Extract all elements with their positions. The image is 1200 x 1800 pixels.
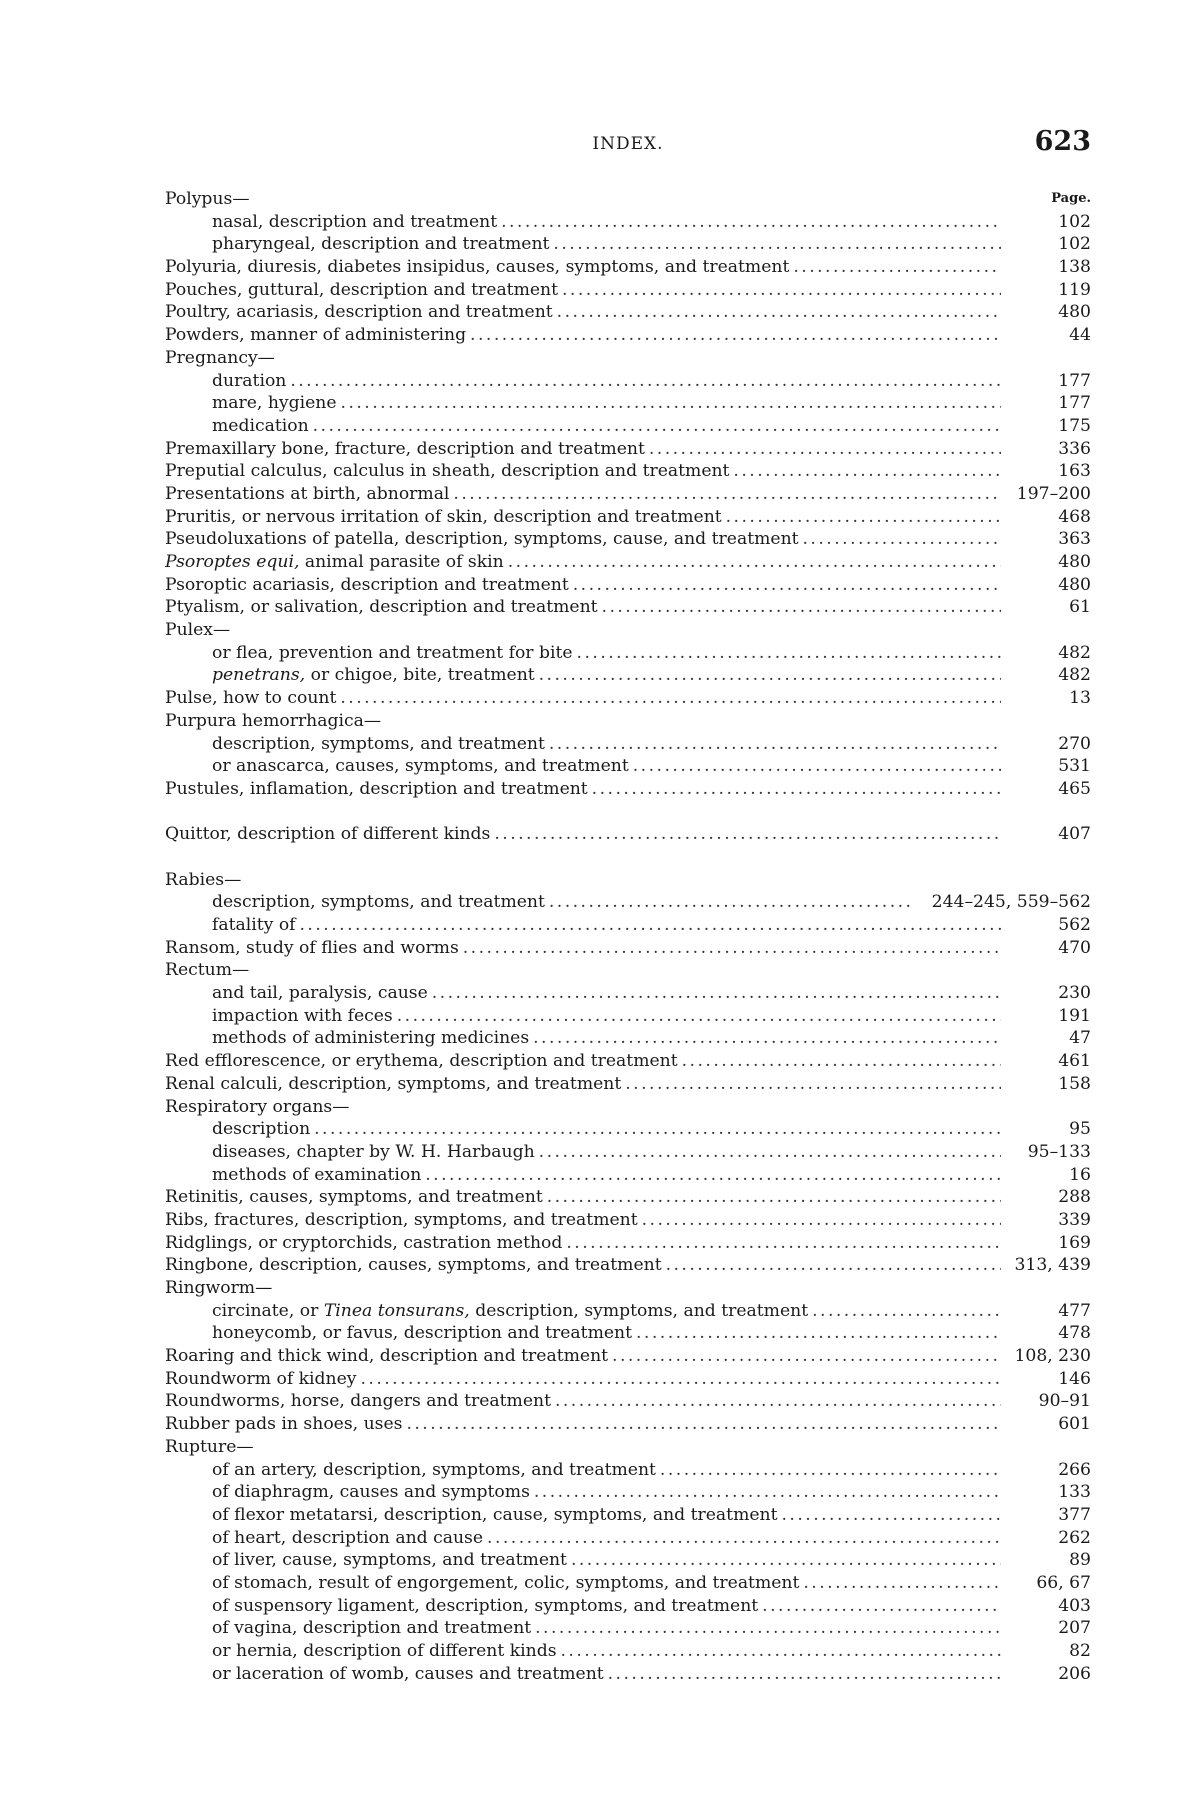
index-entry bbox=[165, 914, 1091, 937]
index-entry-label: Roaring and thick wind, description and treatment bbox=[165, 1346, 609, 1367]
index-entry-text bbox=[165, 710, 1001, 733]
index-entry bbox=[165, 188, 1091, 211]
index-entry-text bbox=[165, 1459, 1001, 1482]
index-entry-label: mare, hygiene bbox=[212, 393, 337, 414]
index-entry bbox=[165, 460, 1091, 483]
index-entry-text bbox=[165, 1300, 1001, 1323]
index-entry-text bbox=[165, 1549, 1001, 1572]
index-entry bbox=[165, 1300, 1091, 1323]
index-entry-label: Pulse, how to count bbox=[165, 688, 337, 709]
index-entry-page: 13 bbox=[1065, 687, 1091, 710]
index-entry-label: Ransom, study of flies and worms bbox=[165, 937, 459, 958]
index-entry-page: 477 bbox=[1054, 1300, 1091, 1323]
index-entry-label: Polypus— bbox=[165, 189, 250, 209]
index-entry bbox=[165, 1436, 1091, 1459]
index-entry-page: 44 bbox=[1065, 324, 1091, 347]
index-entry-label: Rabies— bbox=[165, 869, 242, 890]
index-entry-page: 66, 67 bbox=[1032, 1572, 1091, 1595]
page-header bbox=[165, 126, 1091, 160]
index-entry-page: 468 bbox=[1054, 506, 1091, 529]
index-entry-text-italic: penetrans, bbox=[212, 665, 306, 686]
index-entry-label: or anascarca, causes, symptoms, and treatment bbox=[212, 756, 629, 777]
index-entry-text bbox=[165, 687, 1001, 710]
index-entry bbox=[165, 778, 1091, 801]
index-entry bbox=[165, 1027, 1091, 1050]
index-entry-page: 482 bbox=[1054, 642, 1091, 665]
index-entry-page: 61 bbox=[1065, 596, 1091, 619]
index-entry-page: 270 bbox=[1054, 733, 1091, 756]
page-number: 623 bbox=[1034, 126, 1091, 157]
index-entry bbox=[165, 823, 1091, 846]
index-entry-text bbox=[165, 1527, 1001, 1550]
index-entry-label: Ribs, fractures, description, symptoms, and treatment bbox=[165, 1209, 638, 1230]
index-entry-text bbox=[165, 347, 1001, 370]
index-entry-label: of heart, description and cause bbox=[212, 1527, 484, 1548]
index-entry bbox=[165, 1617, 1091, 1640]
index-entry-text bbox=[165, 483, 1001, 506]
index-entry-label: Pseudoluxations of patella, description, symptoms, cause, and treatment bbox=[165, 529, 799, 550]
index-entry-page: 403 bbox=[1054, 1595, 1091, 1618]
index-entry-text bbox=[165, 528, 1001, 551]
index-entry-text bbox=[165, 1481, 1001, 1504]
index-entry-page: 169 bbox=[1054, 1232, 1091, 1255]
index-entry-label: Red efflorescence, or erythema, description and treatment bbox=[165, 1051, 678, 1072]
index-entry-text bbox=[165, 301, 1001, 324]
index-list bbox=[165, 188, 1091, 1685]
index-entry-page: 601 bbox=[1054, 1413, 1091, 1436]
index-entry-page: 119 bbox=[1054, 279, 1091, 302]
index-entry-page: 480 bbox=[1054, 574, 1091, 597]
index-entry-page: 482 bbox=[1054, 664, 1091, 687]
index-entry-text bbox=[165, 233, 1001, 256]
index-entry-page: 363 bbox=[1054, 528, 1091, 551]
index-entry-text bbox=[165, 392, 1001, 415]
index-entry-page: 461 bbox=[1054, 1050, 1091, 1073]
index-entry bbox=[165, 347, 1091, 370]
index-entry-page: 244–245, 559–562 bbox=[928, 891, 1091, 914]
index-entry-text bbox=[165, 1050, 1001, 1073]
index-entry bbox=[165, 1141, 1091, 1164]
index-entry bbox=[165, 1050, 1091, 1073]
index-entry bbox=[165, 301, 1091, 324]
index-entry-label: methods of administering medicines bbox=[212, 1028, 530, 1049]
index-entry-page: 339 bbox=[1054, 1209, 1091, 1232]
index-entry-text bbox=[165, 1209, 1001, 1232]
index-entry bbox=[165, 370, 1091, 393]
index-entry-label: Rectum— bbox=[165, 960, 250, 981]
index-entry-page: 266 bbox=[1054, 1459, 1091, 1482]
index-entry-text bbox=[165, 1504, 1001, 1527]
index-entry-text bbox=[165, 937, 1001, 960]
index-entry-text bbox=[165, 279, 1001, 302]
index-entry bbox=[165, 506, 1091, 529]
index-entry-page: 407 bbox=[1054, 823, 1091, 846]
index-entry-text bbox=[165, 1322, 1001, 1345]
index-entry bbox=[165, 1096, 1091, 1119]
index-entry-page: 377 bbox=[1054, 1504, 1091, 1527]
index-entry-label: and tail, paralysis, cause bbox=[212, 983, 428, 1004]
index-entry-label: Ridglings, or cryptorchids, castration method bbox=[165, 1232, 563, 1253]
index-entry-page: 197–200 bbox=[1013, 483, 1091, 506]
index-entry bbox=[165, 687, 1091, 710]
index-entry-page: 108, 230 bbox=[1010, 1345, 1091, 1368]
index-entry-page: 336 bbox=[1054, 438, 1091, 461]
index-entry-page: 133 bbox=[1054, 1481, 1091, 1504]
index-entry-page: 163 bbox=[1054, 460, 1091, 483]
index-entry-page: 531 bbox=[1054, 755, 1091, 778]
index-entry-label: of diaphragm, causes and symptoms bbox=[212, 1482, 530, 1503]
index-entry-label: description bbox=[212, 1119, 311, 1140]
page-title: INDEX. bbox=[592, 134, 664, 154]
index-entry bbox=[165, 1663, 1091, 1686]
index-entry-label: Pulex— bbox=[165, 620, 231, 641]
index-entry bbox=[165, 233, 1091, 256]
index-entry bbox=[165, 1459, 1091, 1482]
index-entry-label: Ptyalism, or salivation, description and treatment bbox=[165, 597, 598, 618]
index-entry bbox=[165, 1345, 1091, 1368]
index-entry-text bbox=[165, 324, 1001, 347]
index-entry-text bbox=[165, 1413, 1001, 1436]
index-entry bbox=[165, 1232, 1091, 1255]
index-entry-page: 470 bbox=[1054, 937, 1091, 960]
index-entry-page: 95 bbox=[1065, 1118, 1091, 1141]
index-entry-label: Psoroptic acariasis, description and treatment bbox=[165, 574, 569, 595]
index-entry-label: Quittor, description of different kinds bbox=[165, 824, 491, 845]
index-entry bbox=[165, 392, 1091, 415]
index-entry-page: 90–91 bbox=[1035, 1390, 1091, 1413]
index-entry-label: duration bbox=[212, 370, 287, 391]
index-entry-page: 288 bbox=[1054, 1186, 1091, 1209]
index-entry-label: impaction with feces bbox=[212, 1005, 393, 1026]
index-entry-label: description, symptoms, and treatment bbox=[212, 892, 545, 913]
index-entry bbox=[165, 619, 1091, 642]
index-entry-text-pre: circinate, or bbox=[212, 1300, 324, 1321]
index-entry bbox=[165, 1390, 1091, 1413]
index-entry-label: Roundworms, horse, dangers and treatment bbox=[165, 1391, 551, 1412]
index-entry-page: 102 bbox=[1054, 211, 1091, 234]
index-entry bbox=[165, 1368, 1091, 1391]
index-entry-label: description, symptoms, and treatment bbox=[212, 733, 545, 754]
index-entry-page: 191 bbox=[1054, 1005, 1091, 1028]
index-entry-label: Renal calculi, description, symptoms, and treatment bbox=[165, 1073, 622, 1094]
index-entry bbox=[165, 415, 1091, 438]
index-entry-page: 480 bbox=[1054, 551, 1091, 574]
index-entry-label: Polyuria, diuresis, diabetes insipidus, causes, symptoms, and treatment bbox=[165, 257, 790, 278]
index-entry bbox=[165, 1073, 1091, 1096]
index-entry bbox=[165, 438, 1091, 461]
index-entry bbox=[165, 664, 1091, 687]
index-entry-page: 47 bbox=[1065, 1027, 1091, 1050]
index-entry-text bbox=[165, 823, 1001, 846]
index-entry-text bbox=[165, 755, 1001, 778]
index-entry-label: Poultry, acariasis, description and treatment bbox=[165, 302, 553, 323]
index-entry bbox=[165, 1640, 1091, 1663]
index-entry-page: 207 bbox=[1054, 1617, 1091, 1640]
index-entry-text bbox=[165, 188, 1001, 211]
index-entry-text bbox=[165, 596, 1001, 619]
index-entry-page: 102 bbox=[1054, 233, 1091, 256]
index-entry-label: or flea, prevention and treatment for bite bbox=[212, 642, 573, 663]
index-entry-text bbox=[165, 1617, 1001, 1640]
index-entry bbox=[165, 1413, 1091, 1436]
index-entry-label: of liver, cause, symptoms, and treatment bbox=[212, 1550, 567, 1571]
index-entry-label: Purpura hemorrhagica— bbox=[165, 710, 382, 731]
index-entry-page: 89 bbox=[1065, 1549, 1091, 1572]
index-entry bbox=[165, 528, 1091, 551]
index-entry bbox=[165, 596, 1091, 619]
index-entry-label: diseases, chapter by W. H. Harbaugh bbox=[212, 1141, 535, 1162]
index-entry-label: of flexor metatarsi, description, cause, symptoms, and treatment bbox=[212, 1504, 778, 1525]
index-entry-text bbox=[165, 1595, 1001, 1618]
index-entry-text bbox=[165, 1390, 1001, 1413]
index-entry bbox=[165, 324, 1091, 347]
index-entry bbox=[165, 755, 1091, 778]
index-entry-text bbox=[165, 1118, 1001, 1141]
index-entry-text-italic: Tinea tonsurans, bbox=[323, 1300, 470, 1321]
index-entry-text bbox=[165, 664, 1001, 687]
index-entry-text bbox=[165, 1232, 1001, 1255]
index-entry-page: 146 bbox=[1054, 1368, 1091, 1391]
index-entry-text bbox=[165, 256, 1001, 279]
index-entry-text bbox=[165, 574, 1001, 597]
index-entry-text bbox=[165, 1141, 1001, 1164]
index-entry bbox=[165, 1549, 1091, 1572]
index-entry bbox=[165, 1527, 1091, 1550]
index-entry-text bbox=[165, 506, 1001, 529]
index-entry-page: 175 bbox=[1054, 415, 1091, 438]
index-entry bbox=[165, 982, 1091, 1005]
index-entry-text bbox=[165, 1096, 1001, 1119]
index-entry-text bbox=[165, 211, 1001, 234]
index-entry bbox=[165, 483, 1091, 506]
index-entry-text bbox=[165, 551, 1001, 574]
index-entry-page: 16 bbox=[1065, 1164, 1091, 1187]
index-entry-text bbox=[165, 1254, 1001, 1277]
index-entry bbox=[165, 1254, 1091, 1277]
index-entry-page: 138 bbox=[1054, 256, 1091, 279]
index-entry-text bbox=[165, 1277, 1001, 1300]
index-entry-text bbox=[165, 778, 1001, 801]
index-entry-text bbox=[165, 869, 1001, 892]
index-entry bbox=[165, 1164, 1091, 1187]
index-entry-label: honeycomb, or favus, description and treatment bbox=[212, 1323, 633, 1344]
index-entry bbox=[165, 891, 1091, 914]
index-entry-text bbox=[165, 460, 1001, 483]
index-entry-label: Retinitis, causes, symptoms, and treatment bbox=[165, 1187, 543, 1208]
index-entry-label: Pruritis, or nervous irritation of skin, description and treatment bbox=[165, 506, 722, 527]
index-entry-text bbox=[165, 370, 1001, 393]
index-entry-page: 465 bbox=[1054, 778, 1091, 801]
index-entry bbox=[165, 1209, 1091, 1232]
index-entry-text bbox=[165, 1164, 1001, 1187]
index-entry-label: Preputial calculus, calculus in sheath, description and treatment bbox=[165, 461, 730, 482]
index-entry-page: 158 bbox=[1054, 1073, 1091, 1096]
index-entry-text bbox=[165, 959, 1001, 982]
index-entry-text bbox=[165, 619, 1001, 642]
index-entry bbox=[165, 1118, 1091, 1141]
index-entry bbox=[165, 937, 1091, 960]
index-entry-label: Pustules, inflamation, description and treatment bbox=[165, 778, 588, 799]
index-entry-text-italic: Psoroptes equi, bbox=[165, 552, 300, 572]
index-entry-text bbox=[165, 733, 1001, 756]
index-entry-label: of an artery, description, symptoms, and treatment bbox=[212, 1459, 656, 1480]
index-entry-label: Rubber pads in shoes, uses bbox=[165, 1414, 403, 1435]
index-entry-label: fatality of bbox=[212, 915, 296, 935]
index-entry-label: Premaxillary bone, fracture, description and treatment bbox=[165, 438, 645, 459]
index-entry-text bbox=[165, 1572, 1001, 1595]
index-entry-page: 230 bbox=[1054, 982, 1091, 1005]
index-entry-label: methods of examination bbox=[212, 1164, 422, 1185]
index-entry bbox=[165, 959, 1091, 982]
index-entry-text bbox=[165, 891, 911, 914]
index-entry-label: Rupture— bbox=[165, 1436, 254, 1457]
index-entry-label: or hernia, description of different kinds bbox=[212, 1641, 557, 1661]
index-entry bbox=[165, 1277, 1091, 1300]
index-entry-page: 177 bbox=[1054, 370, 1091, 393]
index-entry bbox=[165, 279, 1091, 302]
index-entry-label: Ringbone, description, causes, symptoms, and treatment bbox=[165, 1255, 662, 1276]
page-column-label: Page. bbox=[1047, 188, 1091, 211]
index-entry-page: 206 bbox=[1054, 1663, 1091, 1686]
index-entry-label: Ringworm— bbox=[165, 1278, 273, 1298]
index-entry-text bbox=[165, 1073, 1001, 1096]
index-entry-page: 95–133 bbox=[1024, 1141, 1091, 1164]
index-entry-label: Pregnancy— bbox=[165, 347, 275, 368]
index-entry-label: medication bbox=[212, 415, 309, 436]
index-entry-label: description, symptoms, and treatment bbox=[469, 1300, 809, 1321]
index-entry-label: animal parasite of skin bbox=[299, 552, 504, 572]
index-entry bbox=[165, 256, 1091, 279]
index-entry bbox=[165, 1186, 1091, 1209]
index-entry-page: 313, 439 bbox=[1010, 1254, 1091, 1277]
index-entry-page: 478 bbox=[1054, 1322, 1091, 1345]
index-entry bbox=[165, 1595, 1091, 1618]
index-entry-text bbox=[165, 1368, 1001, 1391]
index-entry-text bbox=[165, 914, 1001, 937]
index-entry-text bbox=[165, 1436, 1001, 1459]
index-entry bbox=[165, 1481, 1091, 1504]
index-entry-label: Roundworm of kidney bbox=[165, 1368, 357, 1389]
index-entry-text bbox=[165, 415, 1001, 438]
index-entry bbox=[165, 710, 1091, 733]
index-entry-label: Powders, manner of administering bbox=[165, 325, 467, 346]
index-entry-label: pharyngeal, description and treatment bbox=[212, 234, 550, 255]
index-entry bbox=[165, 869, 1091, 892]
index-entry-text bbox=[165, 438, 1001, 461]
index-entry-label: of vagina, description and treatment bbox=[212, 1618, 532, 1639]
index-entry-text bbox=[165, 1663, 1001, 1686]
index-entry bbox=[165, 574, 1091, 597]
index-entry bbox=[165, 211, 1091, 234]
index-entry-label: of stomach, result of engorgement, colic, symptoms, and treatment bbox=[212, 1572, 800, 1593]
index-entry-page: 177 bbox=[1054, 392, 1091, 415]
index-entry bbox=[165, 1005, 1091, 1028]
index-entry-text bbox=[165, 1005, 1001, 1028]
index-entry-label: Presentations at birth, abnormal bbox=[165, 483, 450, 504]
index-entry-page: 82 bbox=[1065, 1640, 1091, 1663]
index-entry-label: of suspensory ligament, description, symptoms, and treatment bbox=[212, 1595, 759, 1616]
index-entry-text bbox=[165, 1027, 1001, 1050]
index-entry bbox=[165, 733, 1091, 756]
index-entry-label: Respiratory organs— bbox=[165, 1096, 350, 1117]
index-entry bbox=[165, 551, 1091, 574]
index-entry-text bbox=[165, 982, 1001, 1005]
index-entry-page: 480 bbox=[1054, 301, 1091, 324]
index-entry-label: nasal, description and treatment bbox=[212, 211, 498, 232]
index-entry-text bbox=[165, 1345, 1001, 1368]
index-entry bbox=[165, 1322, 1091, 1345]
index-entry-text bbox=[165, 1186, 1001, 1209]
index-entry bbox=[165, 1504, 1091, 1527]
index-entry-page: 262 bbox=[1054, 1527, 1091, 1550]
index-entry-label: or laceration of womb, causes and treatment bbox=[212, 1663, 604, 1684]
index-entry-text bbox=[165, 1640, 1001, 1663]
index-entry bbox=[165, 642, 1091, 665]
index-entry-text bbox=[165, 642, 1001, 665]
index-entry-label: or chigoe, bite, treatment bbox=[305, 665, 535, 686]
index-entry bbox=[165, 1572, 1091, 1595]
index-entry-label: Pouches, guttural, description and treatment bbox=[165, 279, 559, 300]
index-entry-page: 562 bbox=[1054, 914, 1091, 937]
